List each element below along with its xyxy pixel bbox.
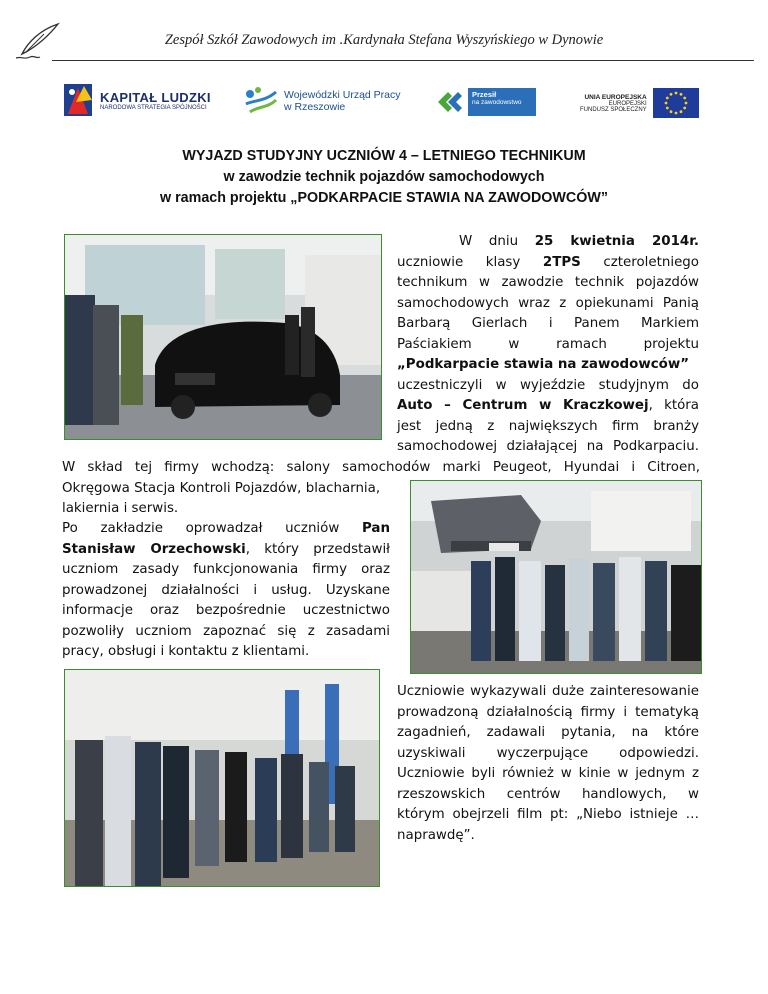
p4-line-1: Uczniowie wykazywali duże zainteresowanie xyxy=(397,684,699,699)
p1-line-2: uczniowie klasy 2TPS czteroletniego xyxy=(397,254,699,270)
paragraph-interest xyxy=(397,682,699,846)
p3-line-3: uczniom zasady funkcjonowania firmy oraz xyxy=(62,562,390,577)
p1-line-8: uczestniczyli w wyjeździe studyjnym do xyxy=(397,377,699,393)
logo-przesil xyxy=(436,88,536,116)
title-line-2: w zawodzie technik pojazdów samochodowych xyxy=(223,169,545,185)
p4-line-4: uzyskiwali wyczerpujące odpowiedzi. xyxy=(397,745,699,761)
przesil-chevron-icon xyxy=(436,88,464,116)
p2-line-1: W skład tej firmy wchodzą: salony samochodów marki Peugeot, Hyundai i Citroen, xyxy=(62,460,700,475)
p2-line-3: lakiernia i serwis. xyxy=(62,501,179,516)
logo-wup-line2: w Rzeszowie xyxy=(284,101,346,113)
p1-line-6: Paściakiem w ramach projektu xyxy=(397,336,699,352)
logo-przesil-line1: Przesił xyxy=(472,90,497,99)
p4-line-7: którym obejrzeli film pt: „Niebo istnieje … xyxy=(397,807,699,822)
logo-kapital-ludzki xyxy=(62,80,211,120)
logo-ue-line1: UNIA EUROPEJSKA xyxy=(584,93,647,101)
paragraph-guide xyxy=(62,519,390,663)
photo-showroom-jaguar xyxy=(64,234,382,440)
logo-ue-line2: EUROPEJSKI xyxy=(608,100,647,107)
p3-line-2: Stanisław Orzechowski, który przedstawił xyxy=(62,541,390,557)
logo-wup-rzeszow xyxy=(242,84,401,118)
p1-line-5: Barbarą Gierlach i Panem Markiem xyxy=(397,316,699,331)
p4-line-6: rzeszowskich centrów handlowych, w xyxy=(397,786,699,802)
kapital-ludzki-emblem-icon xyxy=(62,80,96,120)
p4-line-2: prowadzoną działalnością firmy i tematyką xyxy=(397,704,699,720)
p1-line-7: „Podkarpacie stawia na zawodowców” xyxy=(397,357,689,372)
logo-ue-line3: FUNDUSZ SPOŁECZNY xyxy=(580,106,647,113)
title-line-1: WYJAZD STUDYJNY UCZNIÓW 4 – LETNIEGO TECHNIKUM xyxy=(182,148,586,164)
p2-line-2: Okręgowa Stacja Kontroli Pojazdów, blacharnia, xyxy=(62,480,381,496)
p1-line-4: samochodowych wraz z opiekunami Panią xyxy=(397,295,699,311)
logo-unia-europejska xyxy=(580,88,699,118)
paragraph-intro xyxy=(397,232,699,458)
p3-line-6: pozwoliły uczniom zapoznać się z zasadami xyxy=(62,623,390,639)
photo-workshop-group xyxy=(64,669,380,887)
p3-line-5: informacje oraz bezpośrednie uczestnictwo xyxy=(62,603,390,618)
p1-line-9: Auto – Centrum w Kraczkowej, która xyxy=(397,398,699,413)
school-header-title: Zespół Szkół Zawodowych im .Kardynała Stefana Wyszyńskiego w Dynowie xyxy=(164,32,604,48)
wup-swirl-icon xyxy=(242,84,280,118)
p3-line-4: prowadzonej działalności i usług. Uzyskane xyxy=(62,582,390,598)
logo-kapital-title: KAPITAŁ LUDZKI xyxy=(100,89,211,105)
p4-line-5: Uczniowie byli również w kinie w jednym z xyxy=(397,766,699,781)
p3-line-7: pracy, obsługi i kontaktu z klientami. xyxy=(62,644,310,659)
header-divider xyxy=(52,60,754,61)
eu-flag-icon xyxy=(653,88,699,118)
p1-line-3: technikum w zawodzie technik pojazdów xyxy=(397,275,699,290)
logo-kapital-subtitle: NARODOWA STRATEGIA SPÓJNOŚCI xyxy=(100,104,207,111)
title-line-3: w ramach projektu „PODKARPACIE STAWIA NA ZAWODOWCÓW” xyxy=(160,190,608,206)
p1-line-11: samochodowej działającej na Podkarpaciu. xyxy=(397,439,699,454)
p4-line-8: naprawdę”. xyxy=(397,827,475,843)
p4-line-3: zagadnień, zadawali pytania, na które xyxy=(397,725,699,740)
p1-line-1: W dniu 25 kwietnia 2014r. xyxy=(459,234,699,249)
photo-workshop-lift xyxy=(410,480,702,674)
article-title xyxy=(40,146,728,209)
logo-wup-line1: Wojewódzki Urząd Pracy xyxy=(284,89,401,101)
p1-line-10: jest jedną z największych firm branży xyxy=(397,418,699,434)
logo-przesil-line2: na zawodowstwo xyxy=(472,99,522,106)
p3-line-1: Po zakładzie oprowadzał uczniów Pan xyxy=(62,521,390,536)
